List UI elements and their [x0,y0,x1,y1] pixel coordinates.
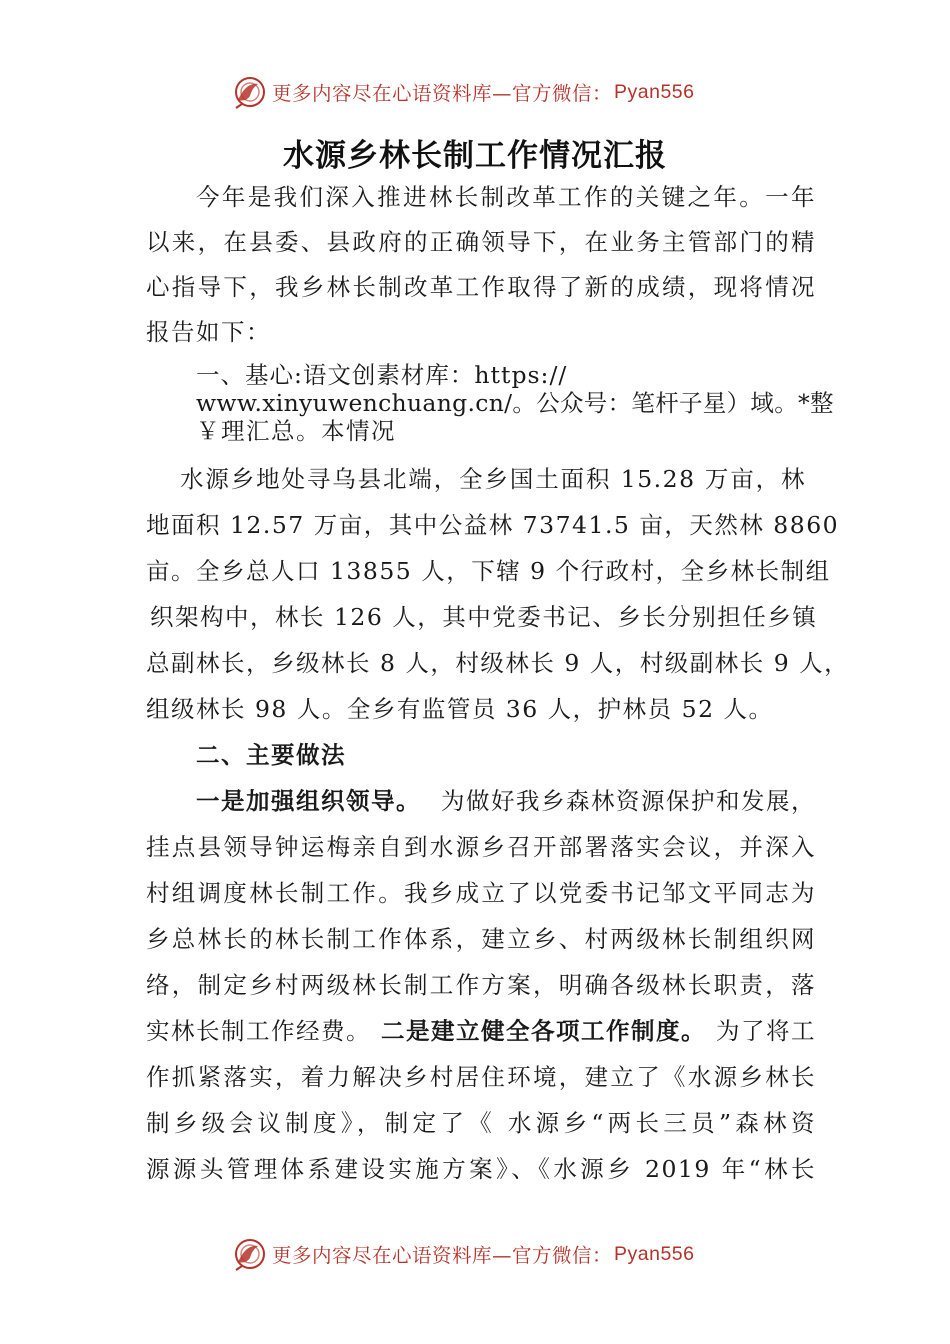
bold-lead: 一是加强组织领导。 [196,787,421,815]
paragraph-line: 挂点县领导钟运梅亲自到水源乡召开部署落实会议，并深入 [146,833,816,861]
watermark-handle: Pyan556 [614,80,695,103]
paragraph-line: 络，制定乡村两级林长制工作方案，明确各级林长职责，落 [146,971,816,999]
paragraph-line: 总副林长，乡级林长 8 人，村级林长 9 人，村级副林长 9 人， [146,649,850,677]
logo-icon [232,74,268,110]
logo-icon [232,1236,268,1272]
section-heading: 二、主要做法 [196,741,346,769]
paragraph-line: 今年是我们深入推进林长制改革工作的关键之年。一年 [196,183,816,211]
paragraph-line: 乡总林长的林长制工作体系，建立乡、村两级林长制组织网 [146,925,816,953]
paragraph-line: 亩。全乡总人口 13855 人，下辖 9 个行政村，全乡林长制组 [146,557,831,585]
paragraph-line: www.xinyuwenchuang.cn/。公众号：笔杆子星）域。*整 [196,389,834,417]
paragraph-line: 心指导下，我乡林长制改革工作取得了新的成绩，现将情况 [146,273,816,301]
bold-lead: 二是建立健全各项工作制度。 [381,1017,706,1045]
paragraph-line: 组级林长 98 人。全乡有监管员 36 人，护林员 52 人。 [146,695,774,723]
paragraph-text: 实林长制工作经费。 [146,1017,371,1045]
paragraph-line [146,1014,816,1048]
document-title: 水源乡林长制工作情况汇报 [283,138,667,174]
paragraph-line: 一、基心:语文创素材库：https:// [196,361,568,389]
watermark-header [232,72,695,112]
paragraph-line: 水源乡地处寻乌县北端，全乡国土面积 15.28 万亩，林 [180,465,806,493]
paragraph-text: 为了将工 [716,1017,816,1045]
paragraph-line: 织架构中，林长 126 人，其中党委书记、乡长分别担任乡镇 [150,603,818,631]
watermark-footer [232,1234,695,1274]
paragraph-line: 地面积 12.57 万亩，其中公益林 73741.5 亩，天然林 8860 [146,511,840,539]
paragraph-line: 村组调度林长制工作。我乡成立了以党委书记邹文平同志为 [146,879,816,907]
paragraph-line: 报告如下： [146,318,271,346]
paragraph-line: ￥理汇总。本情况 [196,417,396,445]
paragraph-line: 作抓紧落实，着力解决乡村居住环境，建立了《水源乡林长 [146,1063,816,1091]
paragraph-line: 制乡级会议制度》，制定了《 水源乡“两长三员”森林资 [146,1109,816,1137]
paragraph-line: 源源头管理体系建设实施方案》、《水源乡 2019 年“林长 [146,1155,816,1183]
paragraph-line [196,784,816,818]
watermark-text: 更多内容尽在心语资料库—官方微信： [272,1244,613,1267]
paragraph-text: 为做好我乡森林资源保护和发展， [441,787,816,815]
watermark-handle: Pyan556 [614,1242,695,1265]
paragraph-line: 以来，在县委、县政府的正确领导下，在业务主管部门的精 [146,228,816,256]
watermark-text: 更多内容尽在心语资料库—官方微信： [272,82,613,105]
